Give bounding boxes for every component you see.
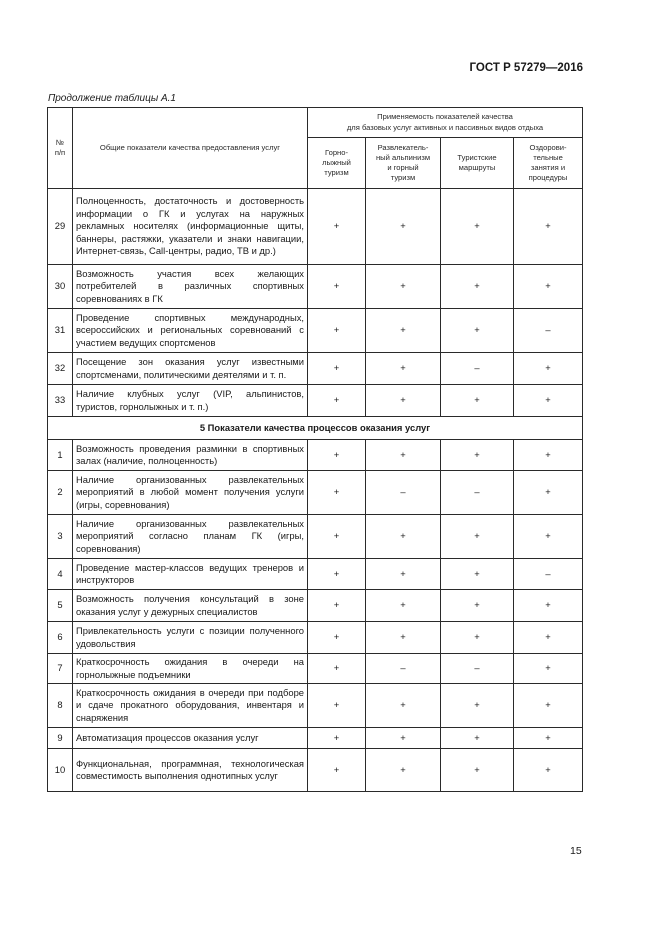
- indicator-text: Наличие клубных услуг (VIP, альпинистов, туристов, горнолыжных и т. п.): [73, 385, 308, 417]
- document-code: ГОСТ Р 57279—2016: [469, 62, 583, 74]
- applicability-mark: +: [441, 622, 514, 654]
- applicability-mark: –: [366, 471, 441, 515]
- applicability-mark: –: [514, 309, 583, 353]
- applicability-mark: +: [441, 440, 514, 471]
- applicability-mark: +: [514, 515, 583, 559]
- header-service-routes: Туристские маршруты: [441, 138, 514, 189]
- applicability-mark: +: [366, 353, 441, 385]
- indicator-text: Краткосрочность ожидания в очереди на горнолыжные подъемники: [73, 654, 308, 684]
- applicability-mark: +: [308, 684, 366, 728]
- header-service-wellness: Оздорови- тельные занятия и процедуры: [514, 138, 583, 189]
- applicability-mark: +: [308, 353, 366, 385]
- row-number: 33: [48, 385, 73, 417]
- applicability-mark: –: [441, 654, 514, 684]
- section-row: [48, 417, 583, 440]
- applicability-mark: +: [366, 559, 441, 590]
- applicability-mark: +: [514, 189, 583, 265]
- applicability-mark: +: [308, 559, 366, 590]
- row-number: 10: [48, 749, 73, 792]
- applicability-mark: +: [514, 622, 583, 654]
- applicability-mark: +: [366, 309, 441, 353]
- row-number: 9: [48, 728, 73, 749]
- applicability-mark: +: [308, 654, 366, 684]
- applicability-mark: +: [366, 590, 441, 622]
- indicator-text: Возможность проведения разминки в спортивных залах (наличие, полноценность): [73, 440, 308, 471]
- applicability-mark: +: [366, 189, 441, 265]
- applicability-mark: +: [308, 471, 366, 515]
- applicability-mark: +: [366, 440, 441, 471]
- applicability-mark: +: [366, 684, 441, 728]
- indicator-text: Автоматизация процессов оказания услуг: [73, 728, 308, 749]
- table-caption: Продолжение таблицы А.1: [48, 93, 176, 104]
- applicability-mark: –: [441, 353, 514, 385]
- header-applicability-group: Применяемость показателей качества для базовых услуг активных и пассивных видов отдыха: [308, 108, 583, 138]
- applicability-mark: +: [514, 471, 583, 515]
- row-number: 3: [48, 515, 73, 559]
- indicator-text: Функциональная, программная, технологическая совместимость выполнения однотипных услуг: [73, 749, 308, 792]
- header-indicator: Общие показатели качества предоставления услуг: [73, 108, 308, 189]
- applicability-mark: +: [308, 189, 366, 265]
- indicator-text: Проведение спортивных международных, всероссийских и региональных соревнований с участием ведущих спортсменов: [73, 309, 308, 353]
- table-row: [48, 684, 583, 728]
- applicability-mark: +: [514, 353, 583, 385]
- table-row: [48, 749, 583, 792]
- table-row: [48, 385, 583, 417]
- quality-indicators-table: [47, 107, 583, 792]
- applicability-mark: +: [308, 309, 366, 353]
- applicability-mark: +: [308, 385, 366, 417]
- row-number: 8: [48, 684, 73, 728]
- applicability-mark: +: [441, 749, 514, 792]
- applicability-mark: +: [514, 749, 583, 792]
- row-number: 4: [48, 559, 73, 590]
- applicability-mark: +: [308, 590, 366, 622]
- applicability-mark: +: [441, 559, 514, 590]
- applicability-mark: +: [441, 385, 514, 417]
- applicability-mark: +: [308, 515, 366, 559]
- applicability-mark: +: [366, 749, 441, 792]
- row-number: 32: [48, 353, 73, 385]
- applicability-mark: –: [441, 471, 514, 515]
- applicability-mark: +: [308, 440, 366, 471]
- applicability-mark: +: [366, 622, 441, 654]
- applicability-mark: –: [366, 654, 441, 684]
- applicability-mark: +: [308, 749, 366, 792]
- indicator-text: Проведение мастер-классов ведущих тренеров и инструкторов: [73, 559, 308, 590]
- indicator-text: Полноценность, достаточность и достоверность информации о ГК и услугах на наружных рекламных носителях (информационные щиты, баннеры, растяжки, указатели и знаки навигации, Интернет-связь, Call-центры, радио, ТВ и др.): [73, 189, 308, 265]
- indicator-text: Посещение зон оказания услуг известными спортсменами, политическими деятелями и т. п.: [73, 353, 308, 385]
- row-number: 31: [48, 309, 73, 353]
- table-row: [48, 654, 583, 684]
- row-number: 29: [48, 189, 73, 265]
- row-number: 7: [48, 654, 73, 684]
- section-title: 5 Показатели качества процессов оказания услуг: [48, 417, 583, 440]
- table-row: [48, 728, 583, 749]
- table-row: [48, 265, 583, 309]
- indicator-text: Наличие организованных развлекательных мероприятий в любой момент получения услуги (игры, соревнования): [73, 471, 308, 515]
- table-row: [48, 353, 583, 385]
- applicability-mark: +: [514, 654, 583, 684]
- row-number: 5: [48, 590, 73, 622]
- header-row: [48, 108, 583, 138]
- applicability-mark: +: [366, 385, 441, 417]
- applicability-mark: +: [308, 728, 366, 749]
- applicability-mark: +: [514, 590, 583, 622]
- applicability-mark: +: [514, 265, 583, 309]
- header-service-ski: Горно- лыжный туризм: [308, 138, 366, 189]
- indicator-text: Наличие организованных развлекательных мероприятий согласно планам ГК (игры, соревнования): [73, 515, 308, 559]
- applicability-mark: +: [441, 590, 514, 622]
- table-row: [48, 471, 583, 515]
- applicability-mark: +: [366, 515, 441, 559]
- table-row: [48, 559, 583, 590]
- applicability-mark: +: [441, 265, 514, 309]
- applicability-mark: +: [441, 189, 514, 265]
- table-row: [48, 309, 583, 353]
- indicator-text: Привлекательность услуги с позиции полученного удовольствия: [73, 622, 308, 654]
- applicability-mark: +: [441, 684, 514, 728]
- header-service-alpinism: Развлекатель- ный альпинизм и горный туризм: [366, 138, 441, 189]
- table-row: [48, 440, 583, 471]
- applicability-mark: +: [514, 684, 583, 728]
- table-row: [48, 622, 583, 654]
- applicability-mark: +: [514, 440, 583, 471]
- table-row: [48, 515, 583, 559]
- applicability-mark: +: [514, 385, 583, 417]
- applicability-mark: +: [366, 728, 441, 749]
- applicability-mark: +: [441, 728, 514, 749]
- applicability-mark: +: [514, 728, 583, 749]
- row-number: 2: [48, 471, 73, 515]
- page-number: 15: [570, 845, 582, 857]
- indicator-text: Возможность участия всех желающих потребителей в различных спортивных соревнованиях в ГК: [73, 265, 308, 309]
- table-row: [48, 189, 583, 265]
- table-row: [48, 590, 583, 622]
- header-num: № п/п: [48, 108, 73, 189]
- applicability-mark: +: [366, 265, 441, 309]
- applicability-mark: +: [441, 309, 514, 353]
- indicator-text: Возможность получения консультаций в зоне оказания услуг у дежурных специалистов: [73, 590, 308, 622]
- applicability-mark: +: [441, 515, 514, 559]
- applicability-mark: +: [308, 622, 366, 654]
- row-number: 1: [48, 440, 73, 471]
- row-number: 30: [48, 265, 73, 309]
- applicability-mark: –: [514, 559, 583, 590]
- row-number: 6: [48, 622, 73, 654]
- indicator-text: Краткосрочность ожидания в очереди при подборе и сдаче прокатного оборудования, инвентаря и снаряжения: [73, 684, 308, 728]
- applicability-mark: +: [308, 265, 366, 309]
